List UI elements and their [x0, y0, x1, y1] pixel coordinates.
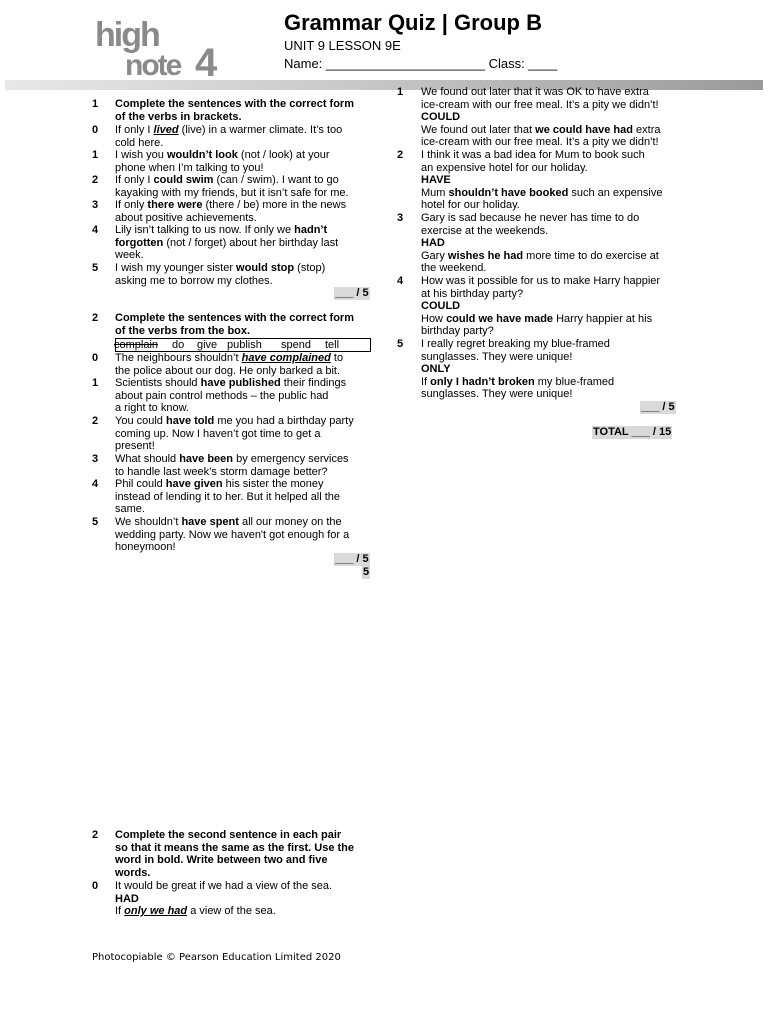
- box-word: give: [197, 339, 218, 351]
- ex1-item-4: [115, 224, 338, 262]
- item-text: to: [330, 352, 344, 364]
- ex3-instruction-line: Complete the second sentence in each pair: [115, 829, 342, 841]
- item-text: instead of lending it to her. But it helped all the: [115, 490, 341, 503]
- ex2-instruction: [115, 312, 354, 337]
- item-text: such an expensive: [568, 186, 663, 199]
- item-text: You could: [115, 415, 166, 427]
- logo-text-high: high: [95, 16, 159, 54]
- item-text: Mum: [421, 186, 449, 199]
- item-text: Gary: [421, 249, 448, 262]
- item-text: We found out later that it was OK to have extra: [421, 86, 649, 98]
- right-item-3: [421, 212, 659, 275]
- item-text: cold here.: [115, 136, 164, 149]
- right-item-number: 2: [397, 149, 404, 161]
- item-text: ice-cream with our free meal. It’s a pity we didn’t!: [421, 98, 659, 111]
- ex2-instruction-line: Complete the sentences with the correct form: [115, 312, 354, 324]
- item-text: How was it possible for us to make Harry happier: [421, 275, 661, 287]
- item-text: ice-cream with our free meal. It’s a pity we didn’t!: [421, 136, 659, 149]
- ex2-item-number: 0: [92, 352, 99, 364]
- answer-text: have been: [179, 453, 234, 465]
- logo-text-note: note: [125, 49, 181, 80]
- right-item-2: [421, 149, 662, 212]
- right-item-number: 3: [397, 212, 404, 224]
- ex1-instruction-line: of the verbs in brackets.: [115, 110, 242, 123]
- item-text: coming up. Now I haven’t got time to get a: [115, 427, 321, 440]
- answer-text: have told: [165, 415, 215, 427]
- item-text: about positive achievements.: [115, 211, 257, 224]
- ex3-instruction-line: words.: [115, 866, 151, 879]
- answer-text: have given: [165, 478, 223, 490]
- ex2-item-3: [115, 453, 349, 478]
- item-text: at his birthday party?: [421, 287, 524, 300]
- item-text: How: [421, 312, 447, 325]
- item-text: If only I: [115, 124, 154, 136]
- ex2-item-number: 5: [92, 516, 99, 528]
- item-text: week.: [115, 249, 144, 262]
- item-text: present!: [115, 440, 155, 453]
- right-score: ___ / 5: [641, 401, 675, 413]
- box-word: complain: [114, 339, 159, 351]
- key-word: HAVE: [421, 174, 451, 187]
- item-text: If only I: [115, 174, 154, 186]
- item-text: phone when I’m talking to you!: [115, 161, 264, 174]
- answer-text: wouldn’t look: [166, 149, 238, 161]
- item-text: We shouldn’t: [115, 516, 182, 528]
- right-item-number: 4: [397, 275, 404, 287]
- item-text: What should: [115, 453, 180, 465]
- answer-text: have spent: [181, 516, 239, 528]
- box-word: tell: [325, 339, 340, 351]
- answer-text: could we have made: [446, 312, 554, 325]
- right-item-number: 5: [397, 338, 404, 350]
- ex1-number: 1: [92, 98, 99, 110]
- item-text: (not / forget) about her birthday last: [163, 236, 339, 249]
- key-word: ONLY: [421, 363, 451, 376]
- example-answer: only we had: [124, 905, 188, 918]
- item-text: (there / be) more in the news: [202, 199, 347, 211]
- ex1-item-3: [115, 199, 346, 224]
- item-text: more time to do exercise at: [523, 249, 659, 262]
- key-word: HAD: [421, 237, 445, 250]
- ex2-item-4: [115, 478, 340, 516]
- ex2-number: 2: [92, 312, 99, 324]
- right-item-4: [421, 275, 660, 338]
- answer-text: there were: [147, 199, 203, 211]
- item-text: a view of the sea.: [187, 905, 276, 918]
- key-word: COULD: [421, 300, 461, 313]
- answer-text: wishes he had: [447, 249, 524, 262]
- page-title: Grammar Quiz | Group B: [284, 10, 542, 35]
- item-text: me you had a birthday party: [214, 415, 354, 427]
- item-text: the police about our dog. He only barked a bit.: [115, 364, 341, 377]
- high-note-logo: [95, 12, 230, 80]
- item-text: It would be great if we had a view of the sea.: [115, 880, 333, 892]
- item-text: (live) in a warmer climate. It’s too: [178, 124, 343, 136]
- answer-text: have published: [200, 377, 281, 389]
- item-text: birthday party?: [421, 325, 494, 338]
- answer-text: we could have had: [535, 123, 633, 136]
- item-text: sunglasses. They were unique!: [421, 350, 573, 363]
- item-text: by emergency services: [233, 453, 349, 465]
- ex3-instruction: [115, 829, 354, 879]
- ex3-item-number: 0: [92, 880, 99, 892]
- ex1-item-2: [115, 174, 349, 199]
- ex3-number: 2: [92, 829, 99, 841]
- item-text: I really regret breaking my blue-framed: [421, 338, 610, 350]
- ex1-item-number: 3: [92, 199, 99, 211]
- ex1-item-number: 4: [92, 224, 99, 236]
- key-word: COULD: [421, 111, 461, 124]
- item-text: If: [115, 905, 125, 918]
- ex2-item-number: 3: [92, 453, 99, 465]
- ex2-item-number: 4: [92, 478, 99, 490]
- ex1-item-number: 1: [92, 149, 99, 161]
- ex1-item-number: 0: [92, 124, 99, 136]
- item-text: Phil could: [115, 478, 166, 490]
- item-text: If only: [115, 199, 148, 211]
- right-item-1: [421, 86, 660, 149]
- item-text: honeymoon!: [115, 541, 176, 554]
- item-text: I think it was a bad idea for Mum to book such: [421, 149, 645, 161]
- item-text: (stop): [294, 262, 326, 274]
- key-word: HAD: [115, 892, 139, 905]
- item-text: If: [421, 375, 431, 388]
- ex1-item-number: 5: [92, 262, 99, 274]
- item-text: the weekend.: [421, 262, 487, 275]
- item-text: their findings: [280, 377, 347, 389]
- ex2-item-5: [115, 516, 349, 554]
- item-text: an expensive hotel for our holiday.: [421, 161, 588, 174]
- ex3-item-0: [115, 880, 332, 918]
- item-text: extra: [632, 123, 661, 136]
- right-item-5: [421, 338, 614, 401]
- copyright-footer: Photocopiable © Pearson Education Limited 2020: [92, 952, 341, 963]
- item-text: a right to know.: [115, 402, 189, 415]
- ex2-item-1: [115, 377, 346, 415]
- answer-text: shouldn’t have booked: [448, 186, 569, 199]
- ex1-item-5: [115, 262, 325, 287]
- box-word: spend: [281, 339, 311, 351]
- item-text: exercise at the weekends.: [421, 224, 549, 237]
- item-text: hotel for our holiday.: [421, 199, 520, 212]
- item-text: I wish you: [115, 149, 167, 161]
- answer-text: forgotten: [115, 236, 164, 249]
- ex2-score-extra: 5: [363, 566, 370, 578]
- unit-label: UNIT 9 LESSON 9E: [284, 38, 401, 53]
- ex2-item-number: 2: [92, 415, 99, 427]
- answer-text: hadn’t: [294, 224, 328, 236]
- name-class-line: Name: ______________________ Class: ____: [284, 56, 558, 71]
- item-text: kayaking with my friends, but it isn’t safe for me.: [115, 186, 349, 199]
- item-text: The neighbours shouldn’t: [115, 352, 242, 364]
- ex2-item-number: 1: [92, 377, 99, 389]
- ex3-instruction-line: word in bold. Write between two and five: [115, 854, 328, 867]
- item-text: his sister the money: [222, 478, 324, 490]
- item-text: Harry happier at his: [553, 312, 653, 325]
- ex1-item-1: [115, 149, 330, 174]
- right-item-number: 1: [397, 86, 404, 98]
- ex1-item-number: 2: [92, 174, 99, 186]
- item-text: Gary is sad because he never has time to do: [421, 212, 640, 224]
- item-text: We found out later that: [421, 123, 536, 136]
- item-text: wedding party. Now we haven't got enough for a: [115, 528, 350, 541]
- item-text: I wish my younger sister: [115, 262, 237, 274]
- example-answer: lived: [153, 124, 179, 136]
- item-text: (not / look) at your: [237, 149, 330, 161]
- ex2-instruction-line: of the verbs from the box.: [115, 324, 251, 337]
- ex3-instruction-line: so that it means the same as the first. Use the: [115, 841, 355, 854]
- ex1-score: ___ / 5: [335, 287, 369, 299]
- ex2-item-2: [115, 415, 354, 453]
- ex1-instruction-line: Complete the sentences with the correct form: [115, 98, 354, 110]
- item-text: about pain control methods – the public had: [115, 389, 329, 402]
- word-box: [115, 338, 371, 352]
- box-word: publish: [227, 339, 262, 351]
- example-answer: have complained: [241, 352, 331, 364]
- item-text: my blue-framed: [534, 375, 615, 388]
- item-text: Lily isn’t talking to us now. If only we: [115, 224, 295, 236]
- ex2-item-0: [115, 352, 343, 377]
- item-text: to handle last week’s storm damage better?: [115, 465, 328, 478]
- total-score: TOTAL ___ / 15: [593, 426, 672, 438]
- item-text: same.: [115, 503, 145, 516]
- item-text: asking me to borrow my clothes.: [115, 274, 273, 287]
- item-text: all our money on the: [238, 516, 342, 528]
- ex1-item-0: [115, 124, 342, 149]
- answer-text: would stop: [236, 262, 295, 274]
- box-word: do: [172, 339, 185, 351]
- item-text: (can / swim). I want to go: [213, 174, 339, 186]
- ex2-score: ___ / 5: [335, 553, 369, 565]
- answer-text: only I hadn’t broken: [430, 375, 535, 388]
- logo-number: 4: [195, 41, 218, 80]
- answer-text: could swim: [153, 174, 214, 186]
- ex1-instruction: [115, 98, 354, 123]
- item-text: sunglasses. They were unique!: [421, 388, 573, 401]
- item-text: Scientists should: [115, 377, 201, 389]
